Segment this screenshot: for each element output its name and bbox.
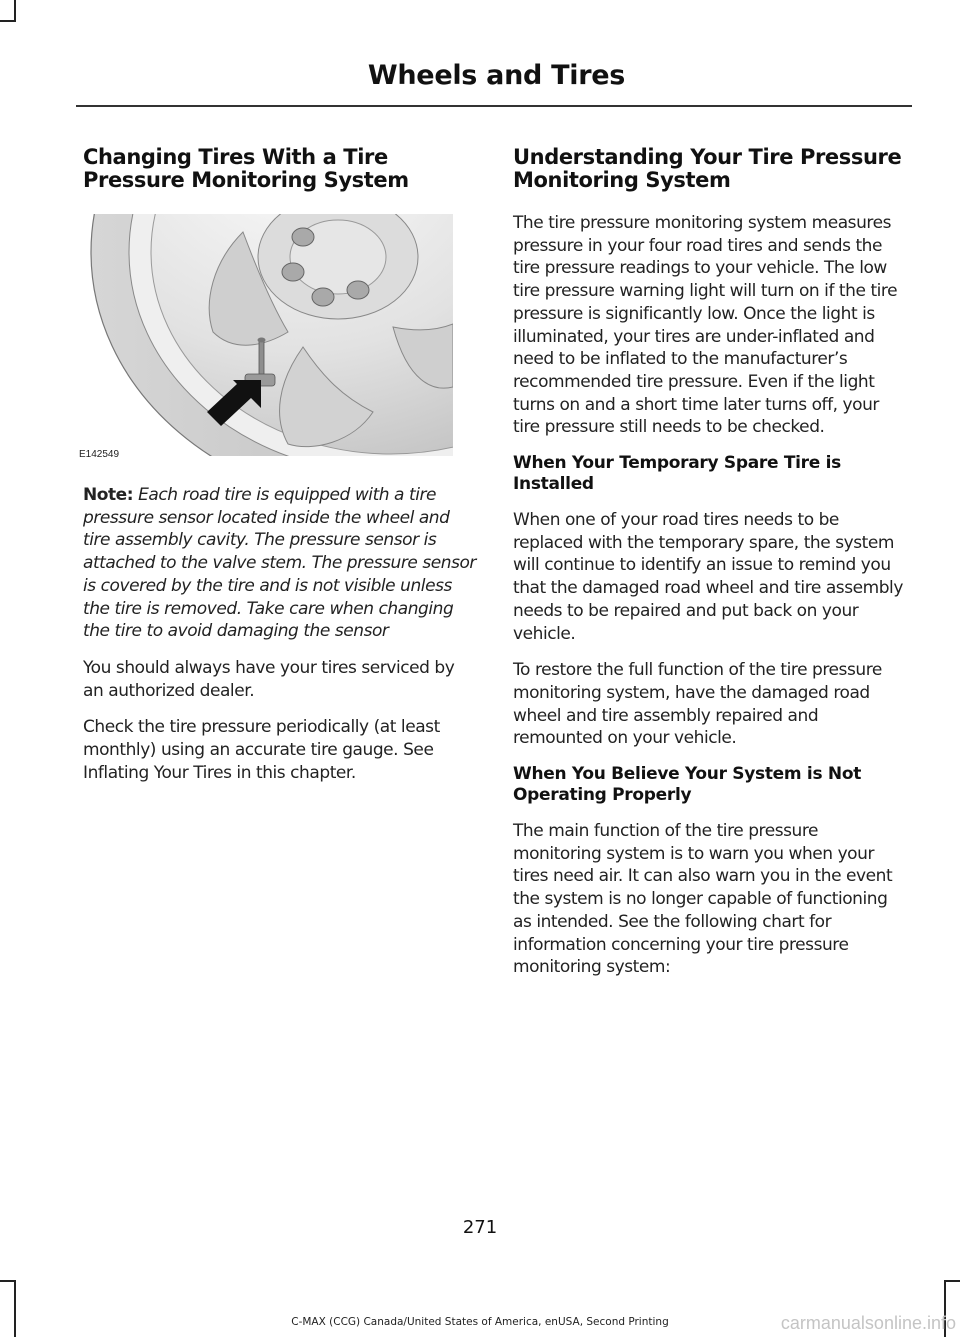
subheading-not-operating: When You Believe Your System is Not Operating Properly [513, 764, 862, 806]
left-column [79, 145, 479, 798]
left-heading: Changing Tires With a Tire Pressure Monitoring System [83, 145, 409, 192]
right-paragraph: When one of your road tires needs to be replaced with the temporary spare, the system will continue to identify an issue to remind you that the damaged road wheel and tire assembly needs to be repaired and put back on your vehicle. [513, 510, 903, 644]
wheel-figure [73, 212, 469, 462]
subheading-spare-tire: When Your Temporary Spare Tire is Installed [513, 453, 841, 495]
wheel-valve-illustration [73, 212, 469, 462]
right-paragraph: To restore the full function of the tire pressure monitoring system, have the damaged road wheel and tire assembly repaired and remounted on your vehicle. [513, 660, 882, 749]
right-intro: The tire pressure monitoring system measures pressure in your four road tires and sends the tire pressure readings to your vehicle. The low tire pressure warning light will turn on if the tire pressure is significantly low. Once the light is illuminated, your tires are under-inflated and need to be inflated to the manufacturer’s recommended tire pressure. Even if the light turns on and a short time later turns off, your tire pressure still needs to be checked. [513, 213, 898, 438]
right-paragraph: The main function of the tire pressure monitoring system is to warn you when your tires need air. It can also warn you in the event the system is no longer capable of functioning as intended. See the following chart for information concerning your tire pressure monitoring system: [513, 821, 893, 978]
page-number: 271 [462, 1217, 498, 1238]
header-rule [76, 105, 912, 107]
right-heading: Understanding Your Tire Pressure Monitoring System [513, 145, 902, 192]
note-text: Each road tire is equipped with a tire pressure sensor located inside the wheel and tire assembly cavity. The pressure sensor is attached to the valve stem. The pressure sensor is covered by the tire and is not visible unless the tire is removed. Take care when changing the tire to avoid damaging the sensor [83, 485, 476, 642]
note-label: Note: [83, 485, 134, 505]
note-paragraph [83, 484, 479, 643]
crop-mark [14, 0, 16, 22]
watermark: carmanualsonline.info [780, 1313, 956, 1333]
crop-mark [944, 1280, 960, 1282]
right-column [513, 146, 909, 993]
left-paragraph: Check the tire pressure periodically (at least monthly) using an accurate tire gauge. See Inflating Your Tires in this chapter. [83, 717, 440, 783]
figure-id: E142549 [79, 449, 120, 460]
publication-info: C-MAX (CCG) Canada/United States of America, enUSA, Second Printing [291, 1316, 669, 1328]
left-paragraph: You should always have your tires serviced by an authorized dealer. [83, 657, 455, 701]
crop-mark [0, 1280, 16, 1282]
section-title: Wheels and Tires [367, 60, 625, 91]
crop-mark [0, 20, 16, 22]
crop-mark [14, 1280, 16, 1337]
